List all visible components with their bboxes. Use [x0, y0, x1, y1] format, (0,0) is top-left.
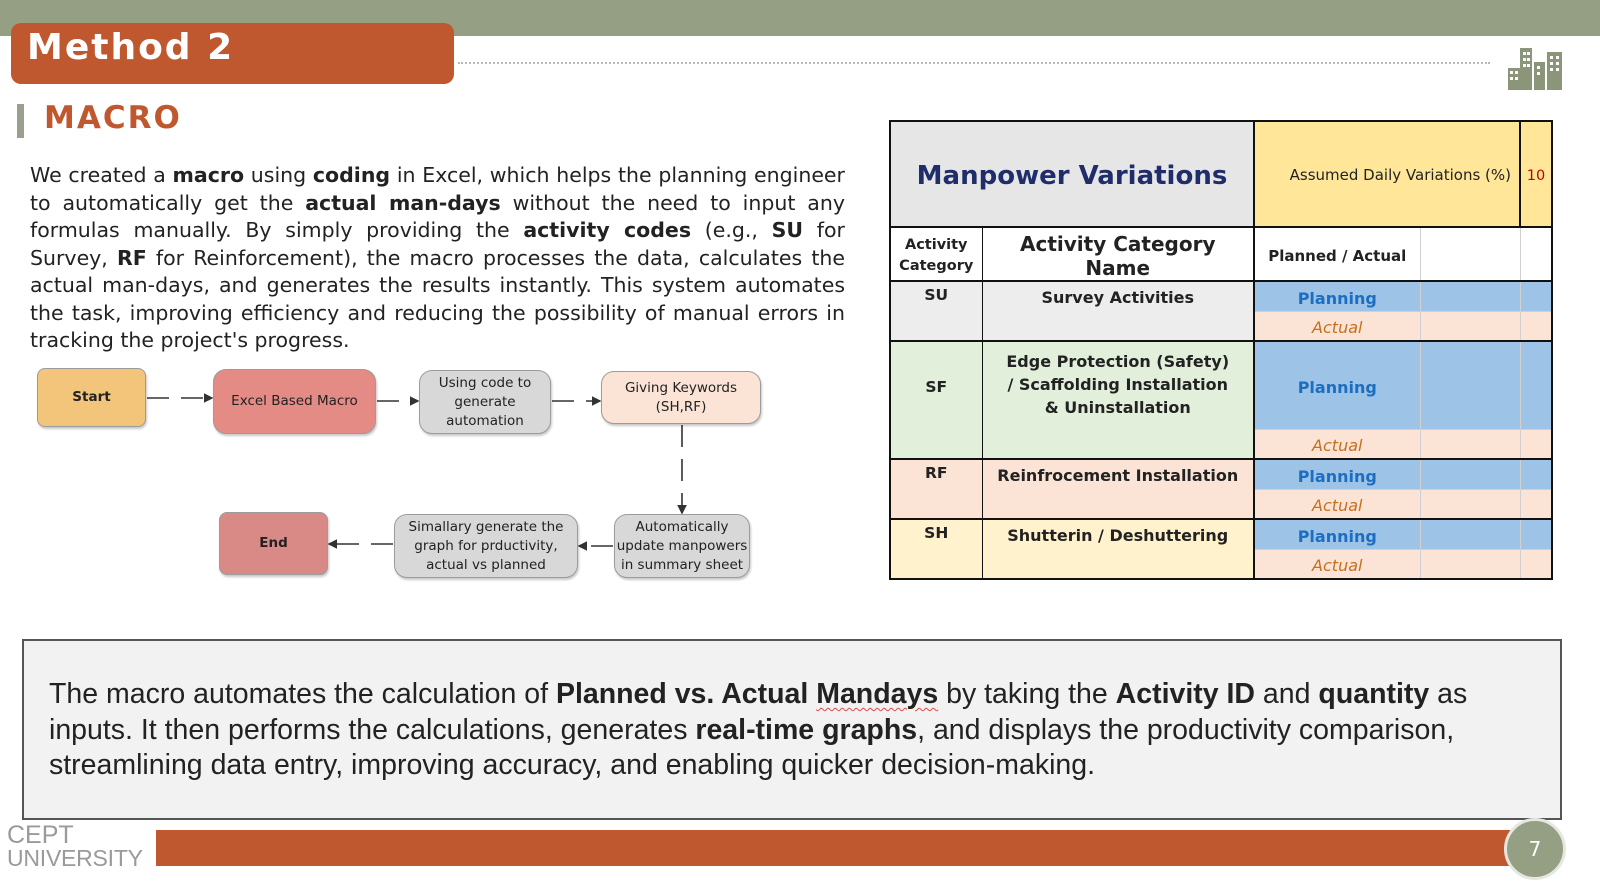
- activity-code: SF: [890, 341, 982, 459]
- flow-end: End: [219, 512, 328, 575]
- planning-cell: Planning: [1254, 341, 1420, 429]
- summary-emphasis: Mandays: [816, 678, 939, 710]
- activity-name: Shutterin / Deshuttering: [982, 519, 1254, 579]
- intro-text: (e.g.,: [691, 218, 772, 242]
- actual-cell: Actual: [1254, 429, 1420, 459]
- activity-code: RF: [890, 459, 982, 519]
- actual-value: [1520, 311, 1552, 341]
- planning-value: [1520, 459, 1552, 489]
- method-title: Method 2: [27, 27, 235, 68]
- manpower-variations-table: [889, 120, 1551, 581]
- summary-text: [49, 677, 1519, 784]
- intro-text: using: [244, 163, 313, 187]
- flow-update-manpowers: Automatically update manpowers in summary sheet: [614, 514, 750, 578]
- intro-text: for Survey,: [30, 218, 845, 270]
- logo-bottom-text: UNIVERSITY: [7, 845, 143, 871]
- column-header-blank: [1420, 227, 1520, 281]
- summary-text: The macro automates the calculation of: [49, 678, 556, 710]
- flow-giving-keywords: Giving Keywords (SH,RF): [601, 371, 761, 424]
- actual-cell: Actual: [1254, 549, 1420, 579]
- column-header-category: Activity Category: [890, 227, 982, 281]
- flow-start: Start: [37, 368, 146, 427]
- actual-value: [1520, 489, 1552, 519]
- intro-emphasis: coding: [312, 163, 391, 187]
- column-header-planned-actual: Planned / Actual: [1254, 227, 1420, 281]
- planning-cell: Planning: [1254, 459, 1420, 489]
- intro-emphasis: RF: [116, 245, 147, 270]
- dotted-divider: [458, 62, 1490, 64]
- summary-emphasis: Planned vs. Actual: [555, 678, 817, 710]
- planning-cell: Planning: [1254, 519, 1420, 549]
- intro-text: in Excel, which helps the planning engineer to automatically get the: [30, 163, 845, 215]
- actual-cell: Actual: [1254, 489, 1420, 519]
- planning-value: [1520, 281, 1552, 311]
- summary-emphasis: quantity: [1318, 678, 1430, 710]
- intro-text: We created a: [30, 163, 173, 187]
- summary-text: by taking the: [938, 678, 1116, 710]
- footer-bar: [156, 830, 1516, 866]
- intro-emphasis: SU: [771, 218, 804, 242]
- flow-generate-graph: Simallary generate the graph for prductivity, actual vs planned: [394, 514, 578, 578]
- actual-value: [1520, 549, 1552, 579]
- section-heading: MACRO: [44, 100, 182, 136]
- actual-value: [1420, 311, 1520, 341]
- activity-code: SH: [890, 519, 982, 579]
- summary-box: [22, 639, 1562, 820]
- actual-value: [1520, 429, 1552, 459]
- heading-accent-bar: [17, 104, 24, 138]
- summary-emphasis: real-time graphs: [695, 713, 918, 746]
- actual-cell: Actual: [1254, 311, 1420, 341]
- activity-name: Edge Protection (Safety) / Scaffolding Installation & Uninstallation: [982, 341, 1254, 459]
- planning-value: [1420, 341, 1520, 429]
- planning-value: [1520, 341, 1552, 429]
- flow-code-automation: Using code to generate automation: [419, 370, 551, 434]
- flow-excel-macro: Excel Based Macro: [213, 369, 376, 434]
- actual-value: [1420, 489, 1520, 519]
- table-title: Manpower Variations: [890, 121, 1254, 227]
- actual-value: [1420, 549, 1520, 579]
- activity-name: Survey Activities: [982, 281, 1254, 341]
- intro-emphasis: activity codes: [523, 218, 692, 242]
- activity-code: SU: [890, 281, 982, 341]
- method-title-banner: [11, 23, 454, 84]
- logo-top-text: CEPT: [7, 821, 74, 849]
- summary-text: and: [1255, 678, 1319, 710]
- assumed-variations-value: 10: [1520, 121, 1552, 227]
- cept-university-logo: [5, 821, 145, 871]
- intro-paragraph: [30, 162, 845, 355]
- page-number: 7: [1504, 818, 1566, 880]
- column-header-name: Activity Category Name: [982, 227, 1254, 281]
- summary-emphasis: Activity ID: [1115, 678, 1256, 710]
- summary-text: as inputs. It then performs the calculations, generates: [49, 678, 1468, 746]
- planning-value: [1420, 281, 1520, 311]
- column-header-blank: [1520, 227, 1552, 281]
- summary-text: , and displays the productivity comparison, streamlining data entry, improving accuracy, and enabling quicker decision-making.: [49, 713, 1455, 781]
- intro-text: for Reinforcement), the macro processes the data, calculates the actual man-days, and generates the results instantly. This system automates the task, improving efficiency and reducing the possibility of manual errors in tracking the project's progress.: [30, 245, 845, 352]
- assumed-variations-label: Assumed Daily Variations (%): [1254, 121, 1520, 227]
- activity-name: Reinfrocement Installation: [982, 459, 1254, 519]
- actual-value: [1420, 429, 1520, 459]
- building-icon: [1506, 44, 1564, 90]
- planning-value: [1420, 459, 1520, 489]
- intro-text: without the need to input any formulas manually. By simply providing the: [30, 190, 845, 242]
- planning-cell: Planning: [1254, 281, 1420, 311]
- planning-value: [1420, 519, 1520, 549]
- planning-value: [1520, 519, 1552, 549]
- intro-emphasis: actual man-days: [305, 190, 501, 215]
- intro-emphasis: macro: [172, 163, 245, 187]
